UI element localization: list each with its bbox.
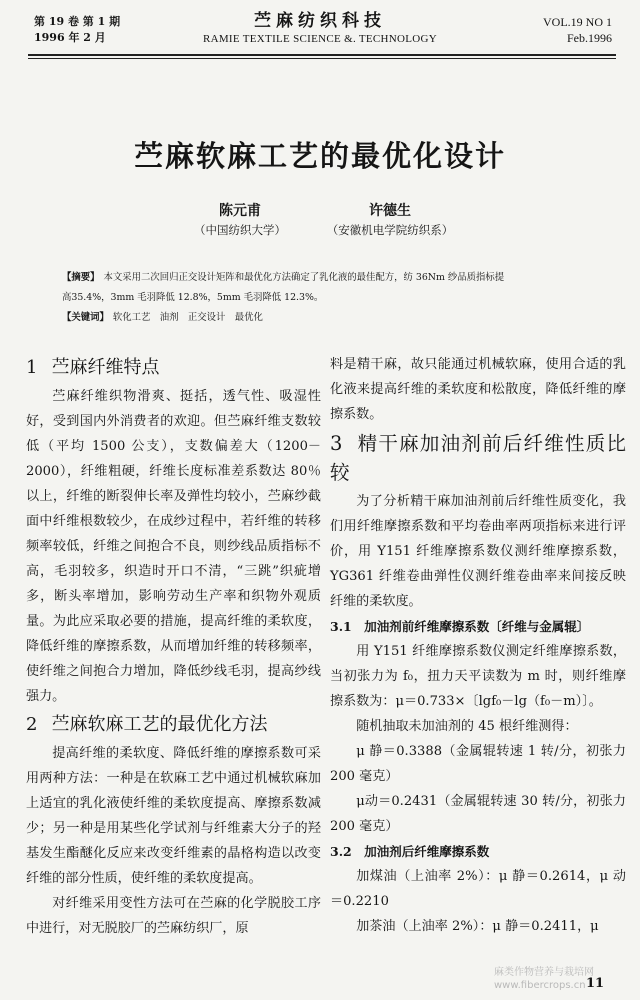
author-2-name: 许德生 <box>369 203 411 219</box>
abstract-line-2: 高35.4%，3mm 毛羽降低 12.8%，5mm 毛羽降低 12.3%。 <box>62 292 324 303</box>
volume-issue-en: VOL.19 NO 1 <box>543 15 612 29</box>
subsection-3-2-kerosene: 加煤油（上油率 2%）：μ 静＝0.2614，μ 动＝0.2210 <box>330 869 626 909</box>
author-1-name: 陈元甫 <box>219 203 261 219</box>
section-1-paragraph: 苎麻纤维织物滑爽、挺括，透气性、吸湿性好，受到国内外消费者的欢迎。但苎麻纤维支数较低（平均 1500 公支），支数偏差大（1200－2000），纤维粗硬，纤维长度标准差系数达 80％以上，纤维的断裂伸长率及弹性均较小，苎麻纱截面中纤维根数较少，在成纱过程中，若纤维的转移频率较低，纤维之间抱合不良，则纱线品质指标不高，毛羽较多，织造时开口不清，“三跳”织疵增多，断头率增加，影响劳动生产率和织物外观质量。为此应采取必要的措施，提高纤维的柔软度，降低纤维的摩擦系数，从而增加纤维的转移频率，使纤维之间抱合力增加，降低纱线毛羽，提高纱线强力。 <box>26 389 321 704</box>
subsection-3-1-dynamic-friction: μ动＝0.2431（金属辊转速 30 转/分，初张力 200 毫克） <box>330 794 626 834</box>
section-2-paragraph-1: 提高纤维的柔软度、降低纤维的摩擦系数可采用两种方法：一种是在软麻工艺中通过机械软麻加上适宜的乳化液使纤维的柔软度提高、摩擦系数减少；另一种是用某些化学试剂与纤维素大分子的羟基发生酯醚化反应来改变纤维素的晶格构造以改变纤维的部分性质，使纤维的柔软度提高。 <box>26 746 321 886</box>
watermark-line-1: 麻类作物营养与栽培网 <box>494 967 594 978</box>
subsection-3-1-static-friction: μ 静＝0.3388（金属辊转速 1 转/分，初张力 200 毫克） <box>330 744 626 784</box>
subsection-3-1-title: 3.1 加油剂前纤维摩擦系数〔纤维与金属辊〕 <box>330 619 590 634</box>
section-2-paragraph-2: 对纤维采用变性方法可在苎麻的化学脱胶工序中进行，对无脱胶厂的苎麻纺织厂，原 <box>26 896 321 936</box>
header-rule-thick <box>28 54 616 56</box>
journal-title-cn: 苎麻纺织科技 <box>254 11 386 31</box>
subsection-3-1-paragraph-1: 用 Y151 纤维摩擦系数仪测定纤维摩擦系数，当初张力为 f₀，扭力天平读数为 m 时，则纤维摩擦系数为：μ＝0.733×〔lgf₀－lg（f₀－m）〕。 <box>330 644 626 709</box>
section-3-paragraph: 为了分析精干麻加油剂前后纤维性质变化，我们用纤维摩擦系数和平均卷曲率两项指标来进行评价，用 Y151 纤维摩擦系数仪测纤维摩擦系数，YG361 纤维卷曲弹性仪测纤维卷曲率来间接反映纤维的柔软度。 <box>330 494 626 609</box>
continued-paragraph: 料是精干麻，故只能通过机械软麻，使用合适的乳化液来提高纤维的柔软度和松散度，降低纤维的摩擦系数。 <box>330 357 626 422</box>
section-2-number: 2 <box>26 714 38 735</box>
section-3-title: 精干麻加油剂前后纤维性质比较 <box>330 432 626 484</box>
abstract-block <box>62 268 592 328</box>
right-column <box>330 352 626 939</box>
watermark <box>494 966 594 992</box>
date-en: Feb.1996 <box>567 31 612 45</box>
section-2-title: 苎麻软麻工艺的最优化方法 <box>51 714 268 735</box>
watermark-line-2: www.fibercrops.cn <box>494 980 586 991</box>
subsection-3-1-paragraph-2: 随机抽取未加油剂的 45 根纤维测得： <box>356 719 578 734</box>
section-1-title: 苎麻纤维特点 <box>51 357 160 378</box>
author-1-affiliation: （中国纺织大学） <box>194 223 286 237</box>
section-1-number: 1 <box>26 357 38 378</box>
abstract-line-1: 本文采用二次回归正交设计矩阵和最优化方法确定了乳化液的最佳配方，纺 36Nm 纱品质指标提 <box>103 272 505 283</box>
header-rule-thin <box>28 58 616 59</box>
keywords-tag: 【关键词】 <box>62 312 109 323</box>
abstract-tag: 【摘要】 <box>62 272 100 283</box>
page-number: 11 <box>586 976 605 991</box>
author-2-affiliation: （安徽机电学院纺织系） <box>326 223 454 237</box>
header-left <box>34 14 120 46</box>
subsection-3-2-title: 3.2 加油剂后纤维摩擦系数 <box>330 844 490 859</box>
section-3-number: 3 <box>330 432 343 455</box>
header-right <box>543 14 612 46</box>
header-center <box>180 10 460 46</box>
date-cn: 1996 年 2 月 <box>34 31 106 44</box>
journal-title-en: RAMIE TEXTILE SCIENCE &. TECHNOLOGY <box>202 33 438 45</box>
left-column <box>26 352 321 941</box>
article-title: 苎麻软麻工艺的最优化设计 <box>133 139 506 173</box>
subsection-3-2-tea-oil: 加茶油（上油率 2%）：μ 静＝0.2411，μ <box>356 919 599 934</box>
volume-issue-cn: 第 19 卷 第 1 期 <box>34 15 121 28</box>
keywords: 软化工艺 油剂 正交设计 最优化 <box>112 312 263 323</box>
